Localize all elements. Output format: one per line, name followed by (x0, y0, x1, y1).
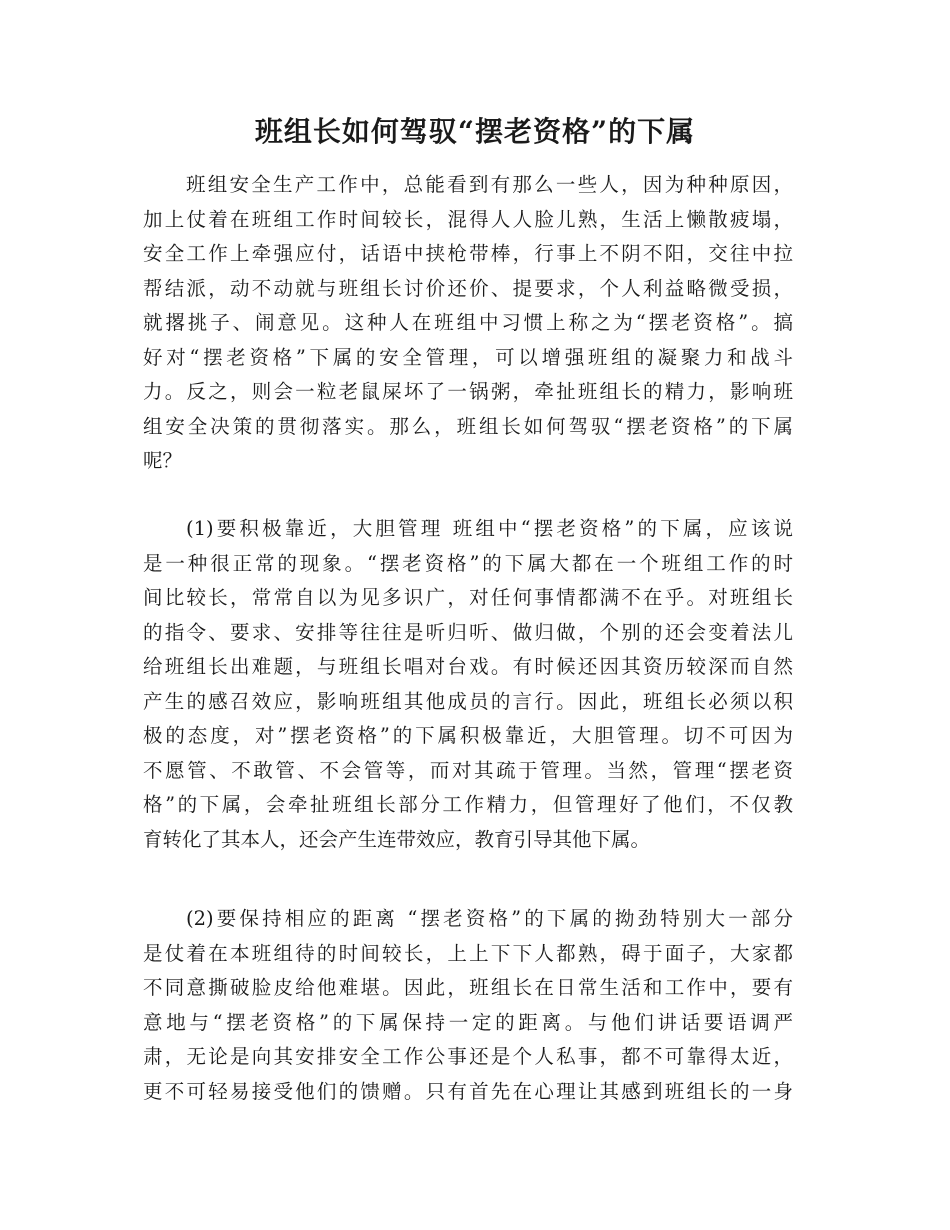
paragraph-line: 产生的感召效应，影响班组其他成员的言行。因此，班组长必须以积 (143, 689, 793, 713)
paragraph-line: 是一种很正常的现象。“摆老资格”的下属大都在一个班组工作的时 (143, 551, 793, 575)
paragraph-line: 安全工作上牵强应付，话语中挟枪带棒，行事上不阴不阳，交往中拉 (143, 242, 793, 265)
document-title: 班组长如何驾驭“摆老资格”的下属 (254, 115, 696, 148)
paragraph-line: 班组安全生产工作中，总能看到有那么一些人，因为种种原因， (186, 173, 793, 196)
paragraph-line: 好对“摆老资格”下属的安全管理，可以增强班组的凝聚力和战斗 (143, 345, 793, 369)
paragraph-line: 不同意撕破脸皮给他难堪。因此，班组长在日常生活和工作中，要有 (143, 976, 793, 999)
paragraph-line: (1)要积极靠近，大胆管理 班组中“摆老资格”的下属，应该说 (186, 517, 793, 540)
paragraph-line: 格”的下属，会牵扯班组长部分工作精力，但管理好了他们，不仅教 (143, 793, 793, 816)
paragraph-line: 肃，无论是向其安排安全工作公事还是个人私事，都不可靠得太近， (143, 1045, 793, 1068)
paragraph-line: 的指令、要求、安排等往往是听归听、做归做，个别的还会变着法儿 (143, 620, 793, 644)
paragraph-line: 加上仗着在班组工作时间较长，混得人人脸儿熟，生活上懒散疲塌， (143, 207, 793, 231)
paragraph-line: 是仗着在本班组待的时间较长，上上下下人都熟，碍于面子，大家都 (143, 941, 793, 965)
paragraph-line: 组安全决策的贯彻落实。那么，班组长如何驾驭“摆老资格”的下属 (143, 414, 793, 438)
paragraph-line: 给班组长出难题，与班组长唱对台戏。有时候还因其资历较深而自然 (143, 655, 793, 678)
paragraph-line: 间比较长，常常自以为见多识广，对任何事情都满不在乎。对班组长 (143, 586, 793, 609)
paragraph-point-2 (143, 902, 793, 1109)
paragraph-line: 就撂挑子、闹意见。这种人在班组中习惯上称之为“摆老资格”。搞 (143, 311, 793, 334)
paragraph-line: (2)要保持相应的距离 “摆老资格”的下属的拗劲特别大一部分 (186, 907, 793, 930)
paragraph-line: 帮结派，动不动就与班组长讨价还价、提要求，个人利益略微受损， (143, 276, 793, 300)
paragraph-line: 育转化了其本人，还会产生连带效应，教育引导其他下属。 (143, 827, 651, 851)
paragraph-line: 更不可轻易接受他们的馈赠。只有首先在心理让其感到班组长的一身 (143, 1079, 793, 1103)
paragraph-intro (143, 168, 793, 479)
paragraph-line: 意地与“摆老资格”的下属保持一定的距离。与他们讲话要语调严 (143, 1010, 793, 1034)
paragraph-line: 力。反之，则会一粒老鼠屎坏了一锅粥，牵扯班组长的精力，影响班 (143, 380, 793, 403)
paragraph-point-1 (143, 512, 793, 857)
paragraph-line: 极的态度，对”摆老资格”的下属积极靠近，大胆管理。切不可因为 (143, 724, 793, 747)
paragraph-line: 呢？ (143, 449, 183, 472)
paragraph-line: 不愿管、不敢管、不会管等，而对其疏于管理。当然，管理“摆老资 (143, 758, 793, 782)
